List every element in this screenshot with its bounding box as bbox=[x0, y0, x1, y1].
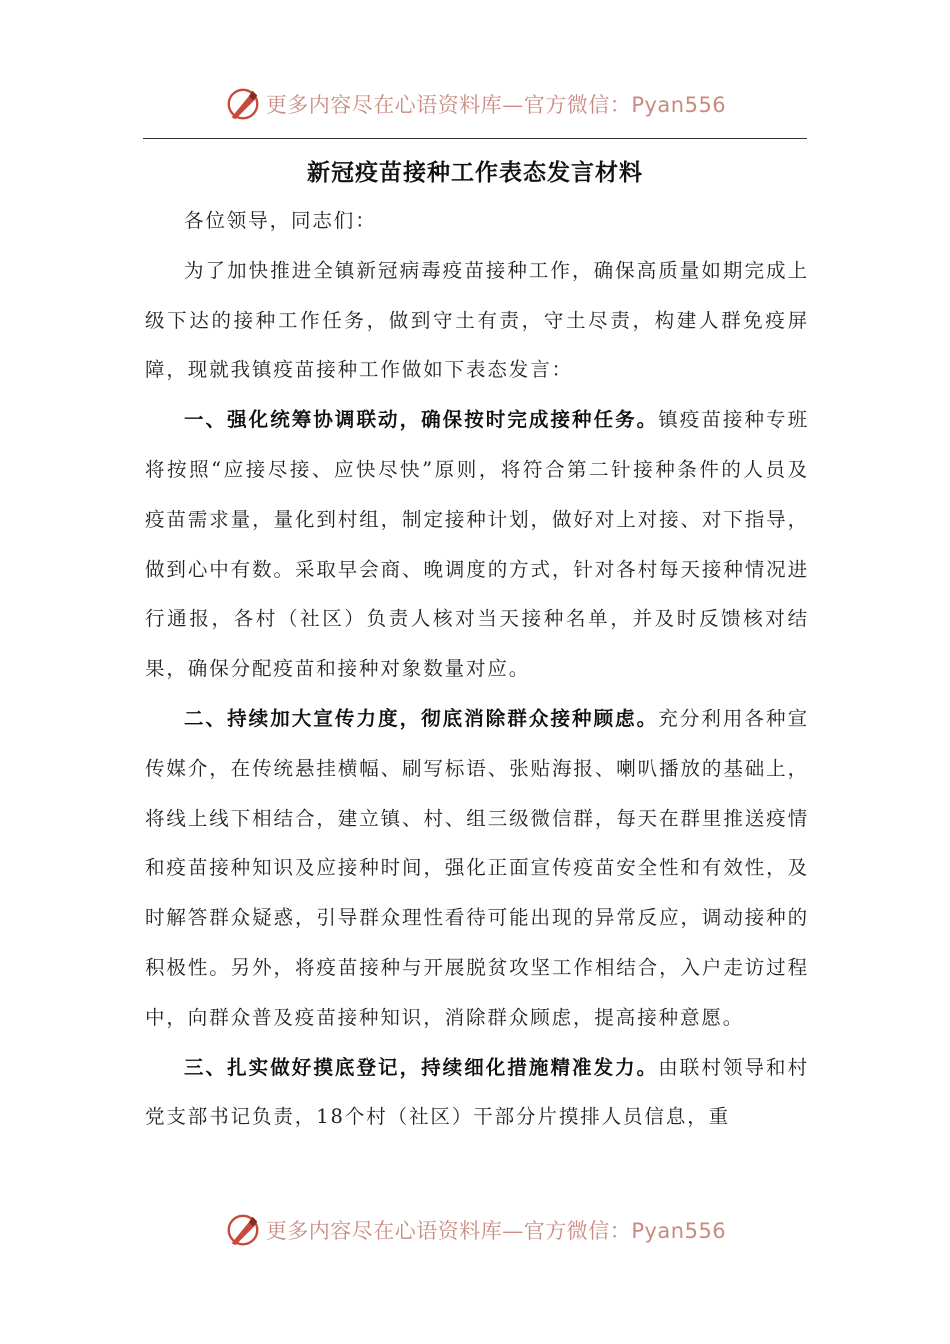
pen-nib-logo-icon bbox=[224, 85, 262, 123]
document-title: 新冠疫苗接种工作表态发言材料 bbox=[307, 159, 643, 186]
section-heading-1: 一、强化统筹协调联动，确保按时完成接种任务。 bbox=[184, 408, 659, 432]
section-text-3: 由联村领导和村党支部书记负责，18个村（社区）干部分片摸排人员信息，重 bbox=[145, 1055, 809, 1129]
intro-paragraph: 为了加快推进全镇新冠病毒疫苗接种工作，确保高质量如期完成上级下达的接种工作任务，做到守土有责，守土尽责，构建人群免疫屏障，现就我镇疫苗接种工作做如下表态发言： bbox=[145, 258, 809, 382]
header-divider bbox=[143, 138, 807, 139]
pen-nib-logo-icon bbox=[224, 1211, 262, 1249]
banner-label: 更多内容尽在心语资料库—官方微信：Pyan556 bbox=[265, 1219, 727, 1243]
section-heading-3: 三、扎实做好摸底登记，持续细化措施精准发力。 bbox=[184, 1055, 659, 1079]
document-body bbox=[145, 196, 809, 1142]
banner-label: 更多内容尽在心语资料库—官方微信：Pyan556 bbox=[265, 93, 727, 117]
header-banner bbox=[0, 80, 950, 128]
section-paragraph-3 bbox=[145, 1043, 809, 1143]
section-paragraph-1 bbox=[145, 395, 809, 694]
footer-banner bbox=[0, 1206, 950, 1254]
salutation: 各位领导，同志们： bbox=[184, 209, 377, 232]
section-paragraph-2 bbox=[145, 694, 809, 1043]
section-heading-2: 二、持续加大宣传力度，彻底消除群众接种顾虑。 bbox=[184, 706, 659, 730]
section-text-1: 镇疫苗接种专班将按照“应接尽接、应快尽快”原则，将符合第二针接种条件的人员及疫苗需求量，量化到村组，制定接种计划，做好对上对接、对下指导，做到心中有数。采取早会商、晚调度的方式，针对各村每天接种情况进行通报，各村（社区）负责人核对当天接种名单，并及时反馈核对结果，确保分配疫苗和接种对象数量对应。 bbox=[145, 408, 809, 681]
section-text-2: 充分利用各种宣传媒介，在传统悬挂横幅、刷写标语、张贴海报、喇叭播放的基础上，将线上线下相结合，建立镇、村、组三级微信群，每天在群里推送疫情和疫苗接种知识及应接种时间，强化正面宣传疫苗安全性和有效性，及时解答群众疑惑，引导群众理性看待可能出现的异常反应，调动接种的积极性。另外，将疫苗接种与开展脱贫攻坚工作相结合，入户走访过程中，向群众普及疫苗接种知识，消除群众顾虑，提高接种意愿。 bbox=[145, 706, 809, 1029]
